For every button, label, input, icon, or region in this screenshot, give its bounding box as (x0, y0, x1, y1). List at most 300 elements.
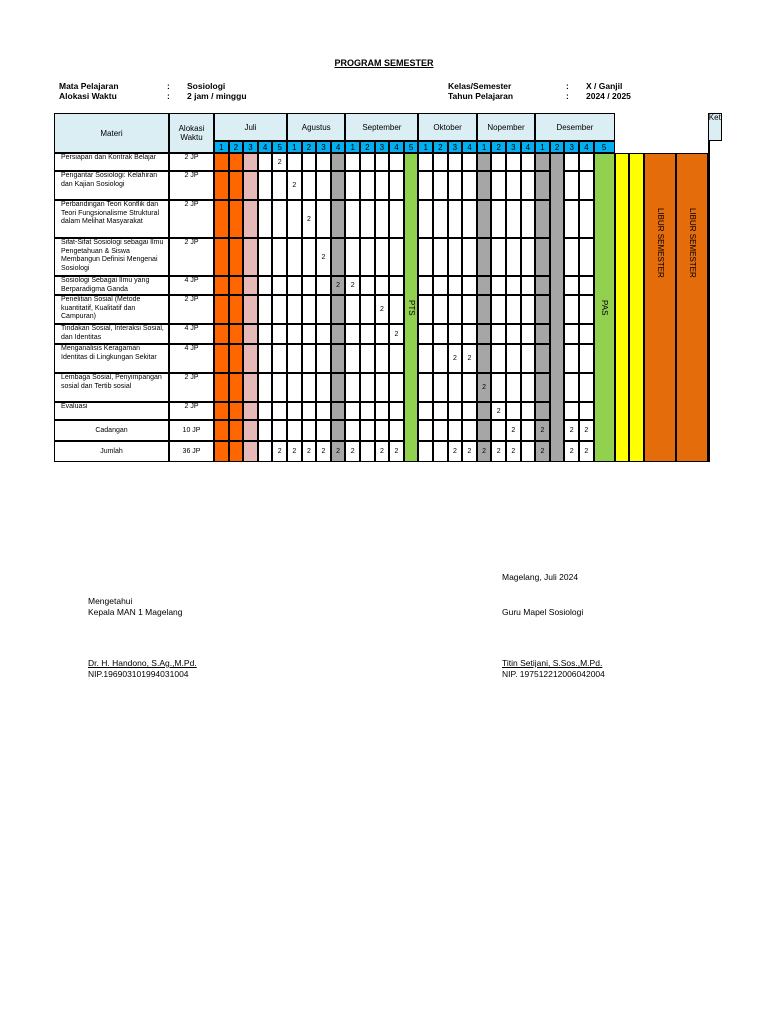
week-cell (258, 171, 273, 200)
week-cell (287, 420, 302, 441)
week-cell (214, 344, 229, 373)
week-cell (243, 295, 258, 324)
alokasi-cell: 2 JP (169, 238, 214, 276)
week-cell (287, 276, 302, 295)
header-alokasi: Alokasi Waktu (169, 113, 214, 153)
week-cell (418, 295, 433, 324)
week-cell (389, 276, 404, 295)
week-cell: 2 (331, 276, 346, 295)
week-cell (564, 276, 579, 295)
week-cell (345, 153, 360, 171)
ket-cell (708, 276, 710, 295)
week-cell (389, 373, 404, 402)
week-cell (491, 276, 506, 295)
week-cell (448, 420, 463, 441)
week-cell (360, 295, 375, 324)
week-cell (389, 295, 404, 324)
week-cell (272, 276, 287, 295)
week-cell: 2 (287, 441, 302, 462)
week-cell (535, 295, 550, 324)
materi-cell: Tindakan Sosial, Interaksi Sosial, dan Identitas (54, 324, 169, 344)
header-materi: Materi (54, 113, 169, 153)
week-cell (564, 200, 579, 238)
week-cell (316, 276, 331, 295)
week-cell: 2 (535, 420, 550, 441)
week-number: 4 (389, 141, 404, 153)
ket-cell (708, 171, 710, 200)
ket-cell (708, 238, 710, 276)
week-cell (272, 171, 287, 200)
week-cell (331, 238, 346, 276)
week-cell (302, 420, 317, 441)
week-cell (506, 171, 521, 200)
week-cell (579, 344, 594, 373)
kelas-label: Kelas/Semester (448, 81, 512, 91)
week-cell (389, 200, 404, 238)
week-cell (375, 153, 390, 171)
week-cell (214, 171, 229, 200)
week-cell (462, 373, 477, 402)
week-cell (433, 373, 448, 402)
week-number: 3 (375, 141, 390, 153)
week-cell: 2 (506, 420, 521, 441)
week-cell (389, 402, 404, 420)
week-cell (506, 276, 521, 295)
week-number: 4 (331, 141, 346, 153)
mapel-label: Mata Pelajaran (59, 81, 119, 91)
week-cell: 2 (345, 441, 360, 462)
week-cell (229, 238, 244, 276)
ket-cell (708, 324, 710, 344)
week-cell (302, 295, 317, 324)
place-date: Magelang, Juli 2024 (502, 572, 579, 582)
week-cell (579, 295, 594, 324)
week-number: 2 (360, 141, 375, 153)
week-number: 3 (506, 141, 521, 153)
alokasi-cell: 2 JP (169, 402, 214, 420)
alokasi-cell: 2 JP (169, 200, 214, 238)
week-cell (579, 171, 594, 200)
week-cell (521, 373, 536, 402)
week-cell (229, 344, 244, 373)
week-cell (477, 200, 492, 238)
sep: : (167, 91, 170, 101)
week-cell (579, 153, 594, 171)
week-number: 3 (243, 141, 258, 153)
guru-nip: NIP. 197512212006042004 (502, 669, 605, 679)
week-number: 2 (433, 141, 448, 153)
libur-semester-column: LIBUR SEMESTER (676, 153, 708, 462)
header-month: Oktober (418, 113, 476, 141)
week-cell (564, 171, 579, 200)
week-cell (345, 295, 360, 324)
week-cell (564, 295, 579, 324)
week-cell (316, 153, 331, 171)
week-cell (521, 200, 536, 238)
week-number: 2 (302, 141, 317, 153)
week-cell (287, 295, 302, 324)
week-cell (462, 324, 477, 344)
week-cell (229, 171, 244, 200)
week-cell: 2 (564, 441, 579, 462)
week-cell (477, 324, 492, 344)
week-cell (418, 238, 433, 276)
yellow-column (629, 153, 644, 462)
week-cell (287, 153, 302, 171)
week-number: 1 (477, 141, 492, 153)
alokasi-cell: 4 JP (169, 324, 214, 344)
week-cell (345, 324, 360, 344)
week-cell (229, 153, 244, 171)
week-cell (477, 344, 492, 373)
week-cell (316, 171, 331, 200)
week-cell (579, 238, 594, 276)
week-cell: 2 (331, 441, 346, 462)
week-cell (316, 373, 331, 402)
week-cell (433, 420, 448, 441)
week-cell (258, 441, 273, 462)
week-cell (564, 344, 579, 373)
week-cell (214, 295, 229, 324)
week-cell: 2 (579, 420, 594, 441)
week-cell (214, 238, 229, 276)
week-cell (579, 200, 594, 238)
week-cell (491, 200, 506, 238)
week-cell (521, 420, 536, 441)
week-cell (360, 402, 375, 420)
week-cell (302, 344, 317, 373)
week-cell (418, 153, 433, 171)
week-cell (418, 344, 433, 373)
week-cell (506, 295, 521, 324)
week-cell: 2 (564, 420, 579, 441)
guru-name: Titin Setijani, S.Sos.,M.Pd. (502, 658, 603, 668)
week-cell (433, 324, 448, 344)
week-cell (302, 276, 317, 295)
week-cell (272, 295, 287, 324)
week-cell (272, 324, 287, 344)
week-cell (229, 200, 244, 238)
week-cell (360, 373, 375, 402)
materi-cell: Evaluasi (54, 402, 169, 420)
header-month: September (345, 113, 418, 141)
week-cell (243, 373, 258, 402)
week-cell (229, 295, 244, 324)
week-cell (375, 276, 390, 295)
week-cell (521, 171, 536, 200)
week-number-blank (708, 141, 710, 153)
week-cell (579, 324, 594, 344)
week-cell (375, 238, 390, 276)
week-cell (433, 402, 448, 420)
week-cell (331, 153, 346, 171)
week-cell (360, 324, 375, 344)
week-cell (433, 238, 448, 276)
week-cell (521, 295, 536, 324)
week-cell (477, 171, 492, 200)
week-cell (506, 402, 521, 420)
week-cell (258, 420, 273, 441)
alokasi-label: Alokasi Waktu (59, 91, 117, 101)
week-cell (521, 402, 536, 420)
week-cell (214, 276, 229, 295)
week-cell (433, 276, 448, 295)
week-cell (375, 420, 390, 441)
week-cell (331, 324, 346, 344)
week-cell (579, 402, 594, 420)
week-cell (448, 153, 463, 171)
week-cell (243, 441, 258, 462)
week-cell (229, 402, 244, 420)
kepala-nip: NIP.196903101994031004 (88, 669, 189, 679)
week-cell (229, 276, 244, 295)
week-number: 5 (594, 141, 615, 153)
week-cell (521, 324, 536, 344)
kepala-name: Dr. H. Handono, S.Ag.,M.Pd. (88, 658, 197, 668)
ket-cell (708, 373, 710, 402)
sep: : (566, 91, 569, 101)
week-cell: 2 (579, 441, 594, 462)
week-cell (214, 420, 229, 441)
week-cell (521, 238, 536, 276)
week-cell: 2 (375, 441, 390, 462)
week-cell (229, 373, 244, 402)
week-cell: 2 (316, 441, 331, 462)
materi-cell: Menganalisis Keragaman Identitas di Lingkungan Sekitar (54, 344, 169, 373)
week-cell (243, 344, 258, 373)
week-cell (477, 295, 492, 324)
week-number: 3 (448, 141, 463, 153)
week-cell (302, 373, 317, 402)
libur-semester-column: LIBUR SEMESTER (644, 153, 676, 462)
week-cell (272, 238, 287, 276)
week-cell (302, 171, 317, 200)
week-cell: 2 (462, 441, 477, 462)
week-number: 4 (462, 141, 477, 153)
week-cell (418, 373, 433, 402)
header-ket: Ket (708, 113, 722, 141)
materi-cell: Penelitian Sosial (Metode kuantitatif, Kualitatif dan Campuran) (54, 295, 169, 324)
week-cell (331, 402, 346, 420)
week-cell (506, 153, 521, 171)
week-cell (491, 373, 506, 402)
alokasi-cell: 2 JP (169, 171, 214, 200)
ket-cell (708, 344, 710, 373)
materi-cell: Lembaga Sosial, Penyimpangan sosial dan Tertib sosial (54, 373, 169, 402)
week-cell (535, 171, 550, 200)
mapel-value: Sosiologi (187, 81, 226, 91)
week-cell (389, 344, 404, 373)
week-cell (214, 402, 229, 420)
header-month: Agustus (287, 113, 345, 141)
week-cell (418, 171, 433, 200)
week-cell (535, 276, 550, 295)
sep: : (566, 81, 569, 91)
week-number: 2 (229, 141, 244, 153)
week-cell (448, 402, 463, 420)
alokasi-value: 2 jam / minggu (187, 91, 247, 101)
materi-cell: Sifat-Sifat Sosiologi sebagai Ilmu Pengetahuan & Siswa Membangun Definisi Mengenai Sosiologi (54, 238, 169, 276)
week-cell (229, 441, 244, 462)
week-number: 2 (550, 141, 565, 153)
week-cell (360, 344, 375, 373)
week-cell (243, 171, 258, 200)
week-number: 4 (521, 141, 536, 153)
week-cell (448, 373, 463, 402)
week-cell (243, 238, 258, 276)
week-cell (375, 402, 390, 420)
week-cell: 2 (302, 200, 317, 238)
week-cell (287, 344, 302, 373)
week-cell (477, 276, 492, 295)
header-month: Nopember (477, 113, 535, 141)
week-cell (331, 344, 346, 373)
week-cell (360, 200, 375, 238)
week-cell (331, 295, 346, 324)
week-cell (258, 324, 273, 344)
week-cell (375, 200, 390, 238)
pas-column: PAS (594, 153, 615, 462)
tahun-label: Tahun Pelajaran (448, 91, 514, 101)
week-number: 1 (214, 141, 229, 153)
week-cell (579, 276, 594, 295)
week-cell (448, 238, 463, 276)
week-cell (243, 153, 258, 171)
week-cell (462, 276, 477, 295)
week-cell (506, 324, 521, 344)
week-cell: 2 (316, 238, 331, 276)
week-number: 5 (404, 141, 419, 153)
week-cell (375, 373, 390, 402)
week-number: 1 (345, 141, 360, 153)
week-cell (375, 171, 390, 200)
week-cell: 2 (448, 441, 463, 462)
week-cell (418, 200, 433, 238)
week-cell (287, 324, 302, 344)
week-cell (418, 402, 433, 420)
week-cell (418, 276, 433, 295)
week-cell (448, 200, 463, 238)
week-cell: 2 (302, 441, 317, 462)
week-cell (535, 238, 550, 276)
week-cell (491, 238, 506, 276)
week-cell (535, 402, 550, 420)
week-cell (243, 402, 258, 420)
week-cell (535, 153, 550, 171)
week-cell (448, 324, 463, 344)
week-cell (506, 373, 521, 402)
week-cell (360, 153, 375, 171)
week-cell (316, 324, 331, 344)
week-cell (506, 238, 521, 276)
week-cell (258, 295, 273, 324)
week-cell (229, 420, 244, 441)
week-cell (521, 276, 536, 295)
week-cell: 2 (491, 441, 506, 462)
week-cell (302, 324, 317, 344)
week-number: 3 (564, 141, 579, 153)
jumlah-row-label: Jumlah (54, 441, 169, 462)
week-cell: 2 (477, 441, 492, 462)
week-cell (564, 153, 579, 171)
week-cell (491, 171, 506, 200)
week-cell: 2 (272, 441, 287, 462)
week-cell (462, 171, 477, 200)
week-cell (462, 238, 477, 276)
week-cell (535, 344, 550, 373)
week-number: 1 (287, 141, 302, 153)
week-number: 4 (579, 141, 594, 153)
week-cell (345, 238, 360, 276)
week-number: 4 (258, 141, 273, 153)
week-cell (477, 420, 492, 441)
week-cell (389, 171, 404, 200)
week-cell (448, 171, 463, 200)
ket-cell (708, 153, 710, 171)
week-cell: 2 (287, 171, 302, 200)
kelas-value: X / Ganjil (586, 81, 623, 91)
week-cell (564, 373, 579, 402)
week-cell (287, 238, 302, 276)
week-cell (360, 420, 375, 441)
week-cell (462, 402, 477, 420)
week-cell (258, 238, 273, 276)
week-cell (433, 344, 448, 373)
ket-cell (708, 402, 710, 420)
materi-cell: Sosiologi Sebagai Ilmu yang Berparadigma Ganda (54, 276, 169, 295)
sep: : (167, 81, 170, 91)
week-cell (360, 276, 375, 295)
week-cell (214, 324, 229, 344)
week-cell (272, 402, 287, 420)
yellow-column (615, 153, 630, 462)
week-cell (331, 420, 346, 441)
week-cell (506, 344, 521, 373)
week-cell (360, 171, 375, 200)
ket-cell (708, 441, 710, 462)
week-cell (491, 295, 506, 324)
week-number: 1 (418, 141, 433, 153)
week-cell (287, 402, 302, 420)
week-cell (272, 420, 287, 441)
week-cell (389, 153, 404, 171)
jumlah-row-alokasi: 36 JP (169, 441, 214, 462)
week-cell (477, 153, 492, 171)
week-cell (433, 153, 448, 171)
week-cell (243, 200, 258, 238)
week-number: 3 (316, 141, 331, 153)
week-cell (272, 344, 287, 373)
week-cell (491, 344, 506, 373)
week-cell (491, 153, 506, 171)
week-cell (521, 153, 536, 171)
page-title: PROGRAM SEMESTER (334, 58, 434, 68)
week-cell (316, 420, 331, 441)
week-cell (302, 153, 317, 171)
week-cell: 2 (375, 295, 390, 324)
week-cell (491, 420, 506, 441)
week-cell (375, 324, 390, 344)
week-cell (535, 373, 550, 402)
week-cell (331, 200, 346, 238)
week-cell (433, 441, 448, 462)
week-cell (389, 238, 404, 276)
week-cell: 2 (506, 441, 521, 462)
week-cell (258, 200, 273, 238)
week-cell (345, 420, 360, 441)
week-cell (477, 238, 492, 276)
week-cell (302, 402, 317, 420)
